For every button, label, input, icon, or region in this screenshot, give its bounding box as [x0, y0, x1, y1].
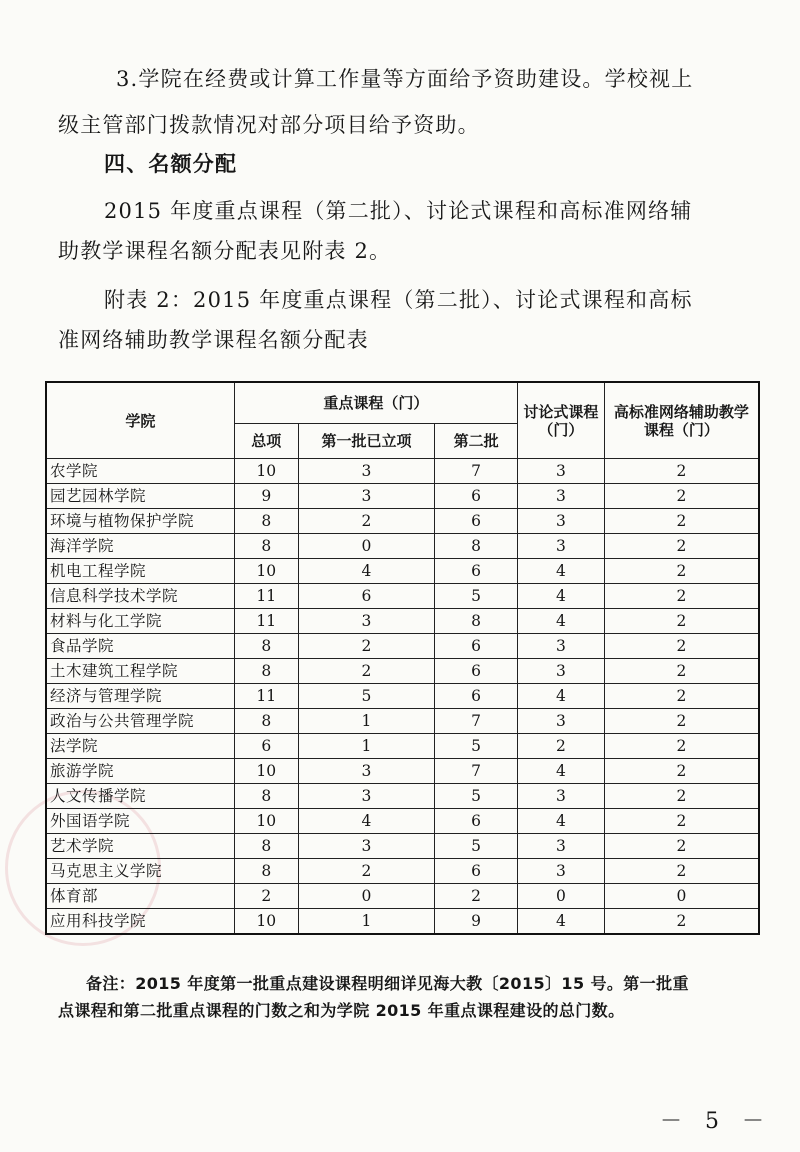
table-caption-line1: 附表 2：2015 年度重点课程（第二批）、讨论式课程和高标	[104, 288, 693, 312]
cell-network: 2	[604, 684, 759, 709]
cell-college: 马克思主义学院	[46, 859, 234, 884]
cell-network: 2	[604, 559, 759, 584]
note-line1: 备注：2015 年度第一批重点建设课程明细详见海大教〔2015〕15 号。第一批重	[86, 974, 689, 993]
cell-batch2: 7	[435, 759, 518, 784]
cell-college: 农学院	[46, 459, 234, 484]
cell-discussion: 4	[517, 759, 604, 784]
cell-total: 10	[234, 909, 298, 935]
cell-network: 2	[604, 634, 759, 659]
table-body	[46, 459, 759, 935]
cell-network: 2	[604, 759, 759, 784]
cell-college: 艺术学院	[46, 834, 234, 859]
cell-batch2: 6	[435, 859, 518, 884]
header-batch1: 第一批已立项	[298, 424, 435, 459]
cell-batch1: 0	[298, 884, 435, 909]
table-row	[46, 484, 759, 509]
cell-batch1: 3	[298, 484, 435, 509]
cell-discussion: 3	[517, 459, 604, 484]
cell-discussion: 2	[517, 734, 604, 759]
table-row	[46, 784, 759, 809]
cell-college: 食品学院	[46, 634, 234, 659]
section-heading: 四、名额分配	[104, 152, 238, 176]
cell-batch2: 9	[435, 909, 518, 935]
cell-college: 体育部	[46, 884, 234, 909]
cell-batch1: 3	[298, 459, 435, 484]
table-row	[46, 509, 759, 534]
cell-college: 政治与公共管理学院	[46, 709, 234, 734]
cell-discussion: 3	[517, 484, 604, 509]
cell-batch2: 5	[435, 834, 518, 859]
cell-discussion: 4	[517, 909, 604, 935]
cell-batch2: 6	[435, 809, 518, 834]
table-row	[46, 684, 759, 709]
cell-batch2: 7	[435, 459, 518, 484]
cell-discussion: 3	[517, 859, 604, 884]
cell-network: 2	[604, 809, 759, 834]
cell-network: 2	[604, 659, 759, 684]
cell-total: 10	[234, 759, 298, 784]
cell-college: 应用科技学院	[46, 909, 234, 935]
cell-discussion: 3	[517, 659, 604, 684]
cell-total: 8	[234, 534, 298, 559]
cell-network: 2	[604, 459, 759, 484]
cell-network: 2	[604, 734, 759, 759]
cell-batch1: 0	[298, 534, 435, 559]
header-key-courses: 重点课程（门）	[234, 382, 517, 424]
table-row	[46, 559, 759, 584]
cell-network: 2	[604, 484, 759, 509]
cell-discussion: 4	[517, 684, 604, 709]
table-row	[46, 459, 759, 484]
cell-batch2: 6	[435, 659, 518, 684]
cell-total: 10	[234, 559, 298, 584]
cell-network: 2	[604, 509, 759, 534]
cell-network: 2	[604, 584, 759, 609]
cell-batch1: 6	[298, 584, 435, 609]
cell-network: 2	[604, 534, 759, 559]
cell-batch1: 2	[298, 659, 435, 684]
header-college: 学院	[46, 382, 234, 459]
cell-batch2: 6	[435, 484, 518, 509]
cell-total: 9	[234, 484, 298, 509]
cell-college: 人文传播学院	[46, 784, 234, 809]
cell-total: 8	[234, 659, 298, 684]
cell-total: 8	[234, 784, 298, 809]
cell-total: 10	[234, 809, 298, 834]
table-caption-line2: 准网络辅助教学课程名额分配表	[58, 328, 369, 352]
cell-batch1: 4	[298, 559, 435, 584]
cell-batch1: 4	[298, 809, 435, 834]
cell-network: 2	[604, 709, 759, 734]
cell-discussion: 4	[517, 609, 604, 634]
cell-college: 园艺园林学院	[46, 484, 234, 509]
cell-batch1: 2	[298, 859, 435, 884]
cell-total: 8	[234, 634, 298, 659]
cell-network: 2	[604, 609, 759, 634]
cell-network: 2	[604, 834, 759, 859]
cell-batch1: 3	[298, 609, 435, 634]
cell-discussion: 3	[517, 634, 604, 659]
cell-college: 信息科学技术学院	[46, 584, 234, 609]
cell-batch2: 5	[435, 584, 518, 609]
cell-total: 8	[234, 859, 298, 884]
cell-total: 11	[234, 609, 298, 634]
cell-batch1: 3	[298, 784, 435, 809]
header-batch2: 第二批	[435, 424, 518, 459]
cell-batch2: 8	[435, 609, 518, 634]
table-note	[58, 970, 768, 1024]
table-row	[46, 609, 759, 634]
table-row	[46, 909, 759, 935]
cell-batch2: 6	[435, 634, 518, 659]
cell-network: 2	[604, 859, 759, 884]
cell-batch1: 1	[298, 734, 435, 759]
cell-college: 材料与化工学院	[46, 609, 234, 634]
paragraph-funding-line1: 3.学院在经费或计算工作量等方面给予资助建设。学校视上	[116, 67, 694, 91]
cell-batch2: 6	[435, 684, 518, 709]
cell-discussion: 3	[517, 784, 604, 809]
paragraph-allocation-line1: 2015 年度重点课程（第二批）、讨论式课程和高标准网络辅	[104, 199, 693, 223]
cell-batch2: 6	[435, 509, 518, 534]
cell-discussion: 3	[517, 709, 604, 734]
table-row	[46, 709, 759, 734]
table-row	[46, 859, 759, 884]
cell-network: 2	[604, 784, 759, 809]
cell-network: 0	[604, 884, 759, 909]
cell-batch2: 2	[435, 884, 518, 909]
cell-total: 6	[234, 734, 298, 759]
table-row	[46, 659, 759, 684]
cell-total: 11	[234, 584, 298, 609]
table-row	[46, 734, 759, 759]
cell-discussion: 3	[517, 509, 604, 534]
cell-college: 外国语学院	[46, 809, 234, 834]
cell-batch1: 1	[298, 909, 435, 935]
cell-discussion: 3	[517, 834, 604, 859]
cell-discussion: 4	[517, 584, 604, 609]
table-row	[46, 809, 759, 834]
paragraph-allocation-line2: 助教学课程名额分配表见附表 2。	[58, 239, 392, 263]
cell-batch2: 5	[435, 734, 518, 759]
header-network-courses: 高标准网络辅助教学课程（门）	[604, 382, 759, 459]
note-line2: 点课程和第二批重点课程的门数之和为学院 2015 年重点课程建设的总门数。	[58, 1001, 625, 1020]
paragraph-funding-line2: 级主管部门拨款情况对部分项目给予资助。	[58, 113, 480, 137]
table-row	[46, 584, 759, 609]
cell-college: 法学院	[46, 734, 234, 759]
cell-batch2: 8	[435, 534, 518, 559]
cell-batch1: 2	[298, 634, 435, 659]
cell-batch2: 6	[435, 559, 518, 584]
cell-batch2: 7	[435, 709, 518, 734]
cell-college: 机电工程学院	[46, 559, 234, 584]
cell-batch1: 5	[298, 684, 435, 709]
table-row	[46, 534, 759, 559]
cell-total: 2	[234, 884, 298, 909]
cell-batch1: 3	[298, 759, 435, 784]
cell-total: 8	[234, 709, 298, 734]
table-row	[46, 634, 759, 659]
cell-total: 10	[234, 459, 298, 484]
page-number: － 5 －	[660, 1109, 772, 1134]
cell-total: 8	[234, 509, 298, 534]
cell-college: 海洋学院	[46, 534, 234, 559]
table-row	[46, 884, 759, 909]
cell-batch1: 1	[298, 709, 435, 734]
cell-batch1: 3	[298, 834, 435, 859]
allocation-table	[45, 381, 760, 935]
cell-discussion: 4	[517, 809, 604, 834]
table-row	[46, 759, 759, 784]
cell-batch2: 5	[435, 784, 518, 809]
header-total: 总项	[234, 424, 298, 459]
cell-total: 8	[234, 834, 298, 859]
cell-total: 11	[234, 684, 298, 709]
cell-discussion: 4	[517, 559, 604, 584]
table-row	[46, 834, 759, 859]
cell-college: 经济与管理学院	[46, 684, 234, 709]
cell-discussion: 3	[517, 534, 604, 559]
cell-college: 土木建筑工程学院	[46, 659, 234, 684]
cell-network: 2	[604, 909, 759, 935]
header-discussion-courses: 讨论式课程（门）	[517, 382, 604, 459]
cell-batch1: 2	[298, 509, 435, 534]
cell-discussion: 0	[517, 884, 604, 909]
cell-college: 旅游学院	[46, 759, 234, 784]
cell-college: 环境与植物保护学院	[46, 509, 234, 534]
